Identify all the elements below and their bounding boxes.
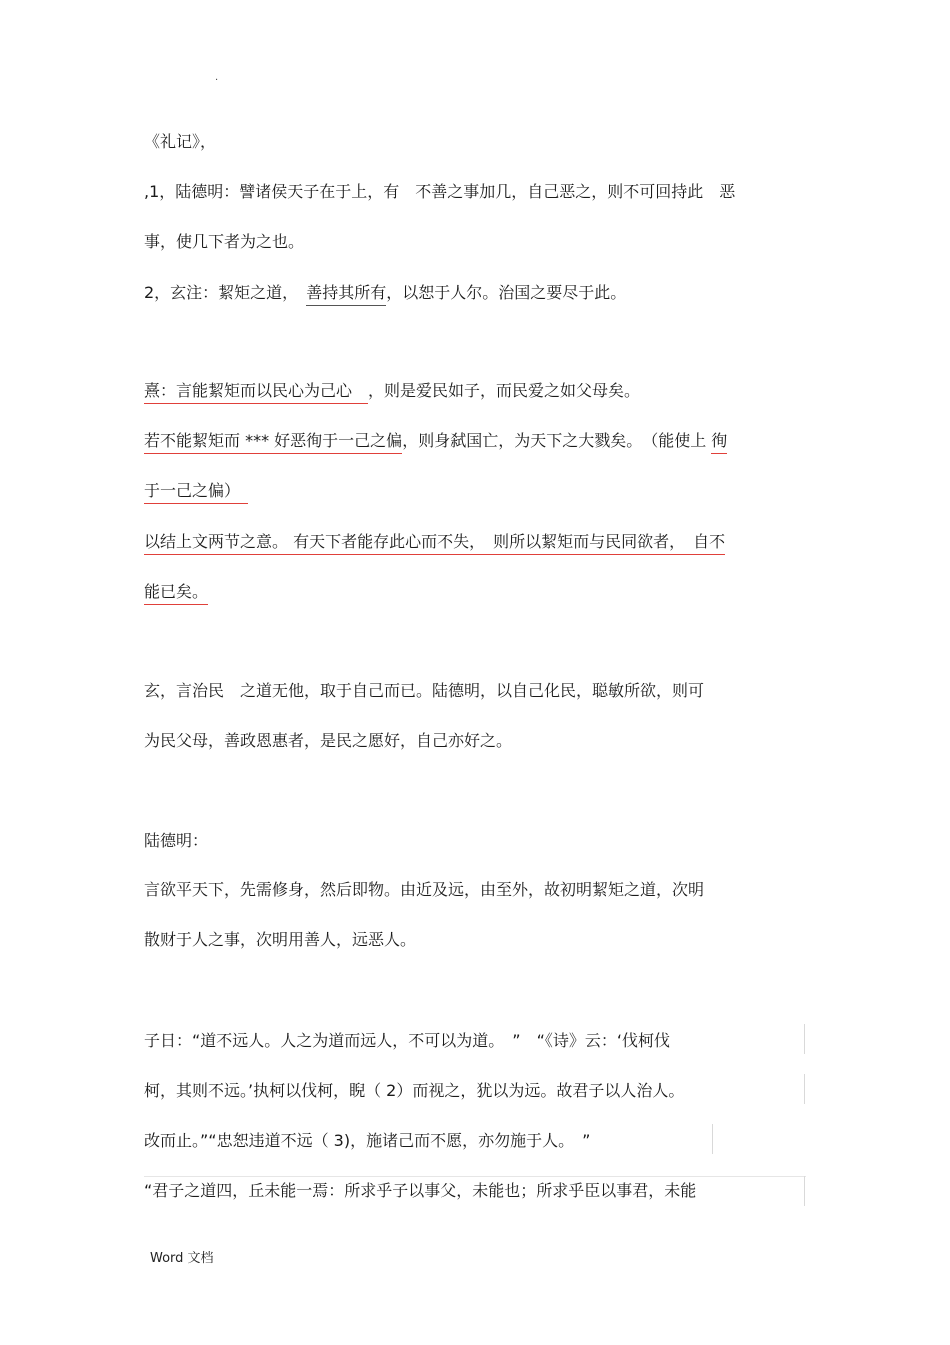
lu-label: 陆德明：	[144, 831, 209, 850]
stray-dot: ·	[215, 75, 219, 86]
table-border-right-3	[712, 1124, 713, 1154]
lu-line-b: 散财于人之事，次明用善人，远恶人。	[144, 930, 417, 949]
xi-line-2-underlined-end: 徇	[711, 431, 727, 454]
table-border-right-1	[804, 1024, 805, 1054]
xi-line-2b-underlined: 于一己之偏）	[144, 481, 248, 504]
table-border-top-4	[144, 1176, 806, 1177]
heading-liji: 《礼记》，	[144, 132, 217, 151]
quote-line-3: 改而止。”“忠恕违道不远（ 3)，施诸己而不愿，亦勿施于人。 ”	[144, 1131, 591, 1150]
note-2-post: ，以恕于人尔。治国之要尽于此。	[386, 283, 627, 302]
xuan-line-b: 为民父母，善政恩惠者，是民之愿好，自己亦好之。	[144, 731, 513, 750]
xi-line-3-underlined: 以结上文两节之意。 有天下者能存此心而不失， 则所以絜矩而与民同欲者， 自不	[144, 532, 725, 555]
xi-line-1-post: ，则是爱民如子，而民爱之如父母矣。	[368, 381, 641, 400]
note-1-line-a: ,1，陆德明：譬诸侯天子在于上，有 不善之事加几，自己恶之，则不可回持此 恶	[144, 182, 736, 201]
note-2-underlined: 善持其所有	[306, 283, 386, 306]
note-2	[144, 283, 626, 303]
table-border-right-4	[804, 1176, 805, 1206]
xi-line-1-underlined: 熹：言能絜矩而以民心为己心	[144, 381, 368, 404]
note-1-line-b: 事，使几下者为之也。	[144, 232, 305, 251]
quote-line-1: 子日：“道不远人。人之为道而远人，不可以为道。 ” “《诗》云：‘伐柯伐	[144, 1031, 670, 1050]
xuan-line-a: 玄，言治民 之道无他，取于自己而已。陆德明，以自己化民，聪敏所欲，则可	[144, 681, 705, 700]
xi-line-2-mid: ，则身弑国亡，为天下之大戮矣。 （能使上	[402, 431, 712, 450]
quote-line-2: 柯，其则不远。’执柯以伐柯，睨（ 2）而视之，犹以为远。故君子以人治人。	[144, 1081, 685, 1100]
xi-line-3b	[144, 582, 208, 602]
xi-line-3	[144, 532, 725, 552]
footer-label: Word 文档	[150, 1251, 214, 1266]
xi-line-1	[144, 381, 640, 401]
xi-line-2b	[144, 481, 248, 501]
xi-line-2	[144, 431, 727, 451]
table-border-right-2	[804, 1074, 805, 1104]
lu-line-a: 言欲平天下，先需修身，然后即物。由近及远，由至外，故初明絜矩之道，次明	[144, 880, 705, 899]
xi-line-3b-underlined: 能已矣。	[144, 582, 208, 605]
note-2-pre: 2，玄注：絜矩之道，	[144, 283, 307, 302]
xi-line-2-underlined: 若不能絜矩而 *** 好恶徇于一己之偏	[144, 431, 402, 454]
quote-line-4: “君子之道四，丘未能一焉：所求乎子以事父，未能也；所求乎臣以事君，未能	[144, 1181, 697, 1200]
